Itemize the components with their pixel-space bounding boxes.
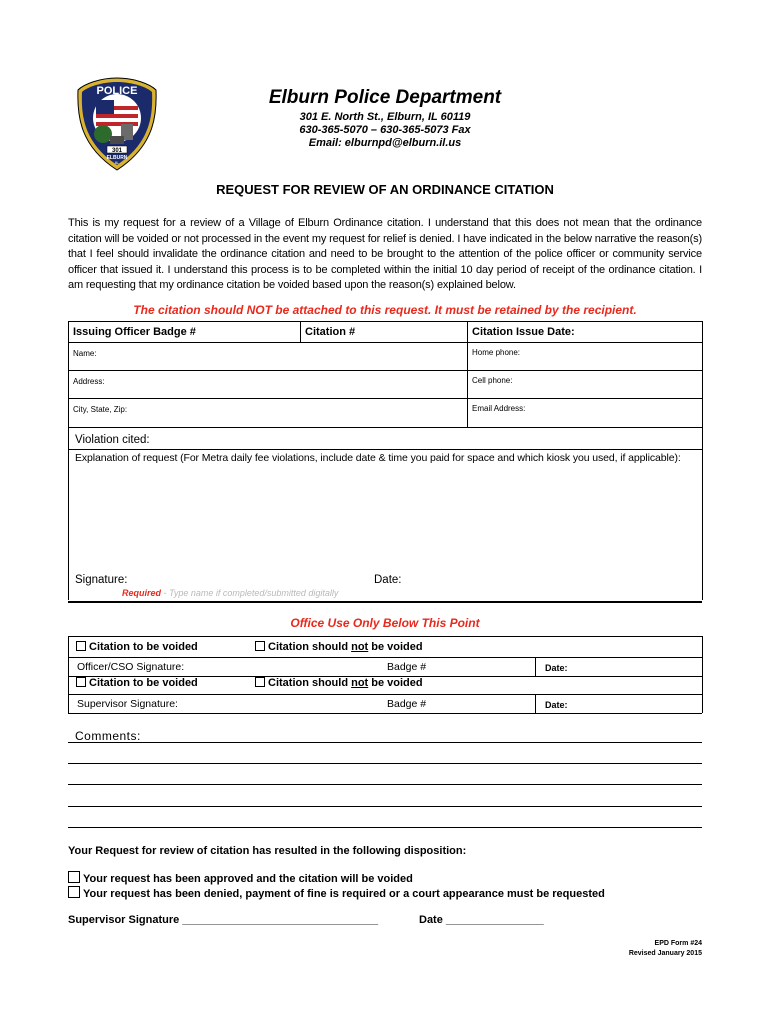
checkbox-icon[interactable] <box>76 677 86 687</box>
checkbox-icon[interactable] <box>68 886 80 898</box>
badge-number-label: Issuing Officer Badge # <box>73 326 196 338</box>
supervisor-badge-label: Badge # <box>387 698 427 710</box>
checkbox-icon[interactable] <box>76 641 86 651</box>
address-label: Address: <box>73 377 105 386</box>
void-checkbox-1[interactable]: Citation to be voided <box>76 641 198 653</box>
approved-option[interactable]: Your request has been approved and the citation will be voided <box>68 871 413 885</box>
required-note: Required - Type name if completed/submitted digitally <box>122 588 339 598</box>
comments-line[interactable] <box>68 827 702 828</box>
intro-paragraph: This is my request for a review of a Village of Elburn Ordinance citation. I understand that this does not mean that the ordinance citation will be voided or not processed in the event my request for relief is denied. I have indicated in the below narrative the reason(s) that I feel should invalidate the ordinance citation and need to be brought to the attention of the police officer or community service officer that issued it. I understand this process is to be completed within the initial 10 day period of receipt of the ordinance citation. I am requesting that my ordinance citation be voided based upon the reason(s) explained below. <box>68 217 702 291</box>
comments-line[interactable] <box>68 763 702 764</box>
city-state-zip-label: City, State, Zip: <box>73 405 128 414</box>
not-void-checkbox-2[interactable]: Citation should not be voided <box>255 677 423 689</box>
checkbox-icon[interactable] <box>255 641 265 651</box>
citation-number-label: Citation # <box>305 326 356 338</box>
supervisor-signature-line[interactable]: Supervisor Signature ________________________________ <box>68 914 379 926</box>
supervisor-date-label: Date: <box>545 700 568 710</box>
citation-warning: The citation should NOT be attached to this request. It must be retained by the recipient. <box>133 303 637 317</box>
citation-issue-date-label: Citation Issue Date: <box>472 326 575 338</box>
supervisor-date-line[interactable]: Date ________________ <box>419 914 544 926</box>
comments-line[interactable] <box>68 806 702 807</box>
checkbox-icon[interactable] <box>68 871 80 883</box>
police-badge-logo <box>76 76 158 172</box>
department-phone: 630-365-5070 – 630-365-5073 Fax <box>299 124 471 136</box>
cell-phone-label: Cell phone: <box>472 376 513 385</box>
not-void-checkbox-1[interactable]: Citation should not be voided <box>255 641 423 653</box>
officer-date-label: Date: <box>545 663 568 673</box>
svg-text:IL: IL <box>115 160 119 165</box>
svg-text:POLICE: POLICE <box>96 85 138 97</box>
form-number: EPD Form #24 <box>654 940 702 947</box>
comments-line[interactable] <box>68 784 702 785</box>
svg-text:301: 301 <box>111 148 123 154</box>
void-checkbox-2[interactable]: Citation to be voided <box>76 677 198 689</box>
email-address-label: Email Address: <box>472 404 526 413</box>
disposition-heading: Your Request for review of citation has resulted in the following disposition: <box>68 845 467 857</box>
signature-label: Signature: <box>75 574 128 586</box>
office-use-title: Office Use Only Below This Point <box>290 616 480 630</box>
department-name: Elburn Police Department <box>268 87 502 108</box>
svg-text:ELBURN: ELBURN <box>106 155 128 161</box>
comments-label: Comments: <box>75 729 141 743</box>
officer-signature-label: Officer/CSO Signature: <box>77 661 185 673</box>
comments-line[interactable] <box>68 742 702 743</box>
department-email: Email: elburnpd@elburn.il.us <box>308 137 462 149</box>
revision-date: Revised January 2015 <box>628 950 702 957</box>
home-phone-label: Home phone: <box>472 348 521 357</box>
violation-cited-label: Violation cited: <box>75 434 150 446</box>
officer-badge-label: Badge # <box>387 661 427 673</box>
signature-date-label: Date: <box>374 574 402 586</box>
denied-option[interactable]: Your request has been denied, payment of fine is required or a court appearance must be requested <box>68 886 605 900</box>
explanation-label: Explanation of request (For Metra daily fee violations, include date & time you paid for space and which kiosk you used, if applicable): <box>75 452 681 464</box>
department-address: 301 E. North St., Elburn, IL 60119 <box>299 111 471 123</box>
form-title: REQUEST FOR REVIEW OF AN ORDINANCE CITATION <box>216 182 554 197</box>
checkbox-icon[interactable] <box>255 677 265 687</box>
supervisor-signature-label: Supervisor Signature: <box>77 698 178 710</box>
name-label: Name: <box>73 349 97 358</box>
